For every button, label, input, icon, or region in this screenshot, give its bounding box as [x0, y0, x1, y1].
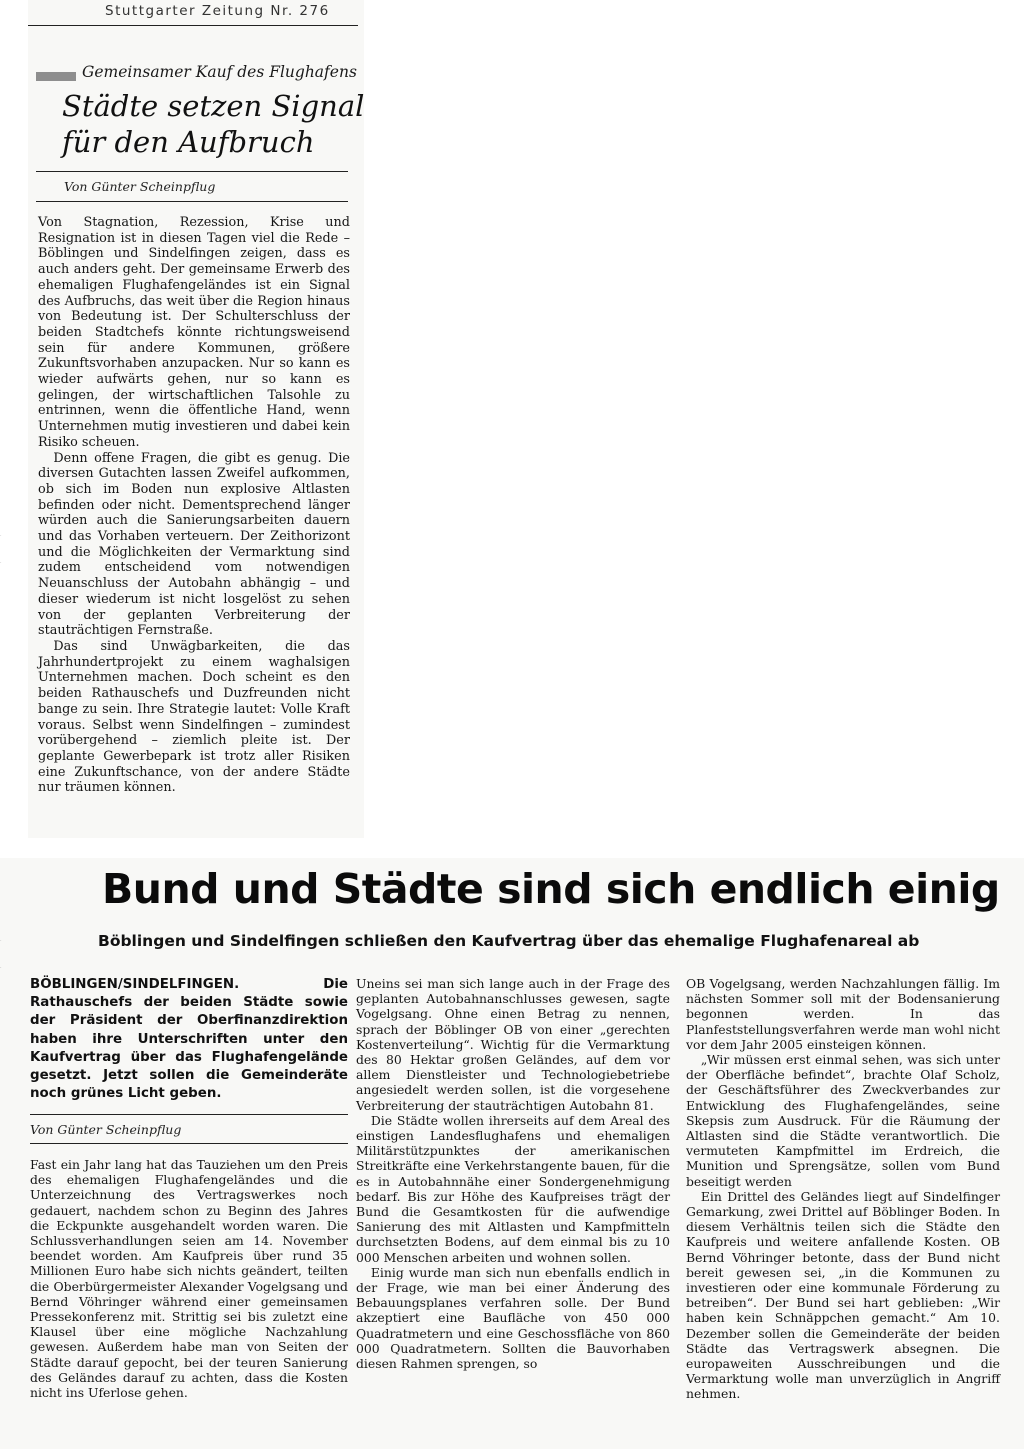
byline-rule: [36, 201, 348, 202]
report-paragraph: Die Städte wollen ihrerseits auf dem Areal des einstigen Landesflughafens und ehemaligen Militärstützpunktes der amerikanischen Streitkräfte eine Verkehrstangente bauen, für die es in Autobahnnähe einer Sondergenehmigung bedarf. Bis zur Höhe des Kaufpreises trägt der Bund die Gesamtkosten für die aufwendige Sanierung des mit Altlasten und Kampfmitteln durchsetzten Bodens, auf dem einmal bis zu 10 000 Menschen arbeiten und wohnen sollen.: [356, 1112, 670, 1265]
report-byline: Von Günter Scheinpflug: [30, 1122, 182, 1137]
report-column-1: [30, 1157, 348, 1400]
commentary-headline-line2: für den Aufbruch: [62, 125, 315, 159]
commentary-paragraph: Von Stagnation, Rezession, Krise und Resignation ist in diesen Tagen viel die Rede – Böblingen und Sindelfingen zeigen, dass es auch anders geht. Der gemeinsame Erwerb des ehemaligen Flughafengeländes ist ein Signal des Aufbruchs, das weit über die Region hinaus von Bedeutung ist. Der Schulterschluss der beiden Stadtchefs könnte richtungsweisend sein für andere Kommunen, größere Zukunftsvorhaben anzupacken. Nur so kann es wieder aufwärts gehen, nur so kann es gelingen, der wirtschaftlichen Talsohle zu entrinnen, wenn die öffentliche Hand, wenn Unternehmen mutig investieren und dabei kein Risiko scheuen.: [38, 215, 350, 450]
byline-rule-bottom: [30, 1143, 348, 1144]
masthead: Stuttgarter Zeitung Nr. 276: [105, 3, 330, 19]
report-paragraph: OB Vogelgsang, werden Nachzahlungen fällig. Im nächsten Sommer soll mit der Bodensanierung begonnen werden. In das Planfeststellungsverfahren werde man wohl nicht vor dem Jahr 2005 einsteigen können.: [686, 976, 1000, 1052]
report-paragraph: Ein Drittel des Geländes liegt auf Sindelfinger Gemarkung, zwei Drittel auf Böblinger Boden. In diesem Verhältnis teilen sich die Städte den Kaufpreis und weitere anfallende Kosten. OB Bernd Vöhringer betonte, dass der Bund nicht bereit gewesen sei, „in die Kommunen zu investieren oder eine kommunale Förderung zu betreiben“. Der Bund sei hart geblieben: „Wir haben kein Schnäppchen gemacht.“ Am 10. Dezember sollen die Gemeinderäte der beiden Städte das Vertragswerk absegnen. Die europaweiten Ausschreibungen und die Vermarktung wolle man unverzüglich in Angriff nehmen.: [686, 1188, 1000, 1402]
kicker-marker: [36, 72, 76, 81]
masthead-rule: [28, 25, 358, 26]
commentary-body: [38, 215, 350, 796]
report-paragraph: Einig wurde man sich nun ebenfalls endlich in der Frage, wie man bei einer Änderung des Bebauungsplanes verfahren solle. Der Bund akzeptiert eine Baufläche von 450 000 Quadratmetern und eine Geschossfläche von 860 000 Quadratmetern. Sollten die Bauvorhaben diesen Rahmen sprengen, so: [356, 1264, 670, 1372]
headline-rule: [36, 171, 348, 172]
report-lead: [30, 976, 348, 1103]
commentary-byline: Von Günter Scheinpflug: [64, 179, 216, 194]
report-paragraph: Uneins sei man sich lange auch in der Frage des geplanten Autobahnanschlusses gewesen, sagte Vogelgsang. Ohne einen Betrag zu nennen, sprach der Böblinger OB von einer „gerechten Kostenverteilung“. Wichtig für die Vermarktung des 80 Hektar großen Geländes, auf dem vor allem Dienstleister und Technologiebetriebe angesiedelt werden sollen, ist die vorgesehene Verbreiterung der stauträchtigen Autobahn 81.: [356, 976, 670, 1113]
punch-hole-mark: [0, 535, 11, 563]
report-subheadline: Böblingen und Sindelfingen schließen den Kaufvertrag über das ehemalige Flughafenareal ab: [98, 932, 920, 950]
commentary-paragraph: Das sind Unwägbarkeiten, die das Jahrhundertprojekt zu einem waghalsigen Unternehmen machen. Doch scheint es den beiden Rathauschefs und Duzfreunden nicht bange zu sein. Ihre Strategie lautet: Volle Kraft voraus. Selbst wenn Sindelfingen – zumindest vorübergehend – ziemlich pleite ist. Der geplante Gewerbepark ist trotz aller Risiken eine Zukunftschance, von der andere Städte nur träumen können.: [38, 638, 350, 796]
commentary-paragraph: Denn offene Fragen, die gibt es genug. Die diversen Gutachten lassen Zweifel aufkommen, ob sich im Boden nun explosive Altlasten befinden oder nicht. Dementsprechend länger würden auch die Sanierungsarbeiten dauern und das Vorhaben verteuern. Der Zeithorizont und die Möglichkeiten der Vermarktung sind zudem entscheidend vom notwendigen Neuanschluss der Autobahn abhängig – und dieser wiederum ist nicht losgelöst zu sehen von der geplanten Verbreiterung der stauträchtigen Fernstraße.: [38, 450, 350, 639]
report-column-3: [686, 976, 1000, 1402]
report-column-2: [356, 976, 670, 1371]
report-paragraph: „Wir müssen erst einmal sehen, was sich unter der Oberfläche befindet“, brachte Olaf Scholz, der Geschäftsführer des Zweckverbandes zur Entwicklung des Flughafengeländes, seine Skepsis zum Ausdruck. Für die Räumung der Altlasten sind die Städte verantwortlich. Die vermuteten Kampfmittel im Erdreich, die Munition und Sprengsätze, sollen vom Bund beseitigt werden: [686, 1052, 1000, 1189]
report-lead-text: Die Rathauschefs der beiden Städte sowie der Präsident der Oberfinanzdirektion haben ihre Unterschriften unter den Kaufvertrag über das Flughafengelände gesetzt. Jetzt sollen die Gemeinderäte noch grünes Licht geben.: [30, 977, 348, 1102]
report-dateline: BÖBLINGEN/SINDELFINGEN.: [30, 977, 240, 992]
kicker: Gemeinsamer Kauf des Flughafens: [82, 63, 357, 81]
report-paragraph: Fast ein Jahr lang hat das Tauziehen um den Preis des ehemaligen Flughafengeländes und die Unterzeichnung des Vertragswerkes noch gedauert, nachdem schon zu Beginn des Jahres die Eckpunkte ausgehandelt worden waren. Die Schlussverhandlungen seien am 14. November beendet worden. Am Kaufpreis über rund 35 Millionen Euro habe sich nichts geändert, teilten die Oberbürgermeister Alexander Vogelgsang und Bernd Vöhringer während einer gemeinsamen Pressekonferenz mit. Strittig sei bis zuletzt eine Klausel über eine mögliche Nachzahlung gewesen. Außerdem habe man von Seiten der Städte darauf gepocht, bei der teuren Sanierung des Geländes darauf zu achten, dass die Kosten nicht ins Uferlose gehen.: [30, 1157, 348, 1401]
lead-rule: [30, 1114, 348, 1115]
commentary-headline: [62, 88, 365, 160]
report-headline: Bund und Städte sind sich endlich einig: [102, 865, 1000, 913]
commentary-headline-line1: Städte setzen Signal: [62, 89, 365, 123]
